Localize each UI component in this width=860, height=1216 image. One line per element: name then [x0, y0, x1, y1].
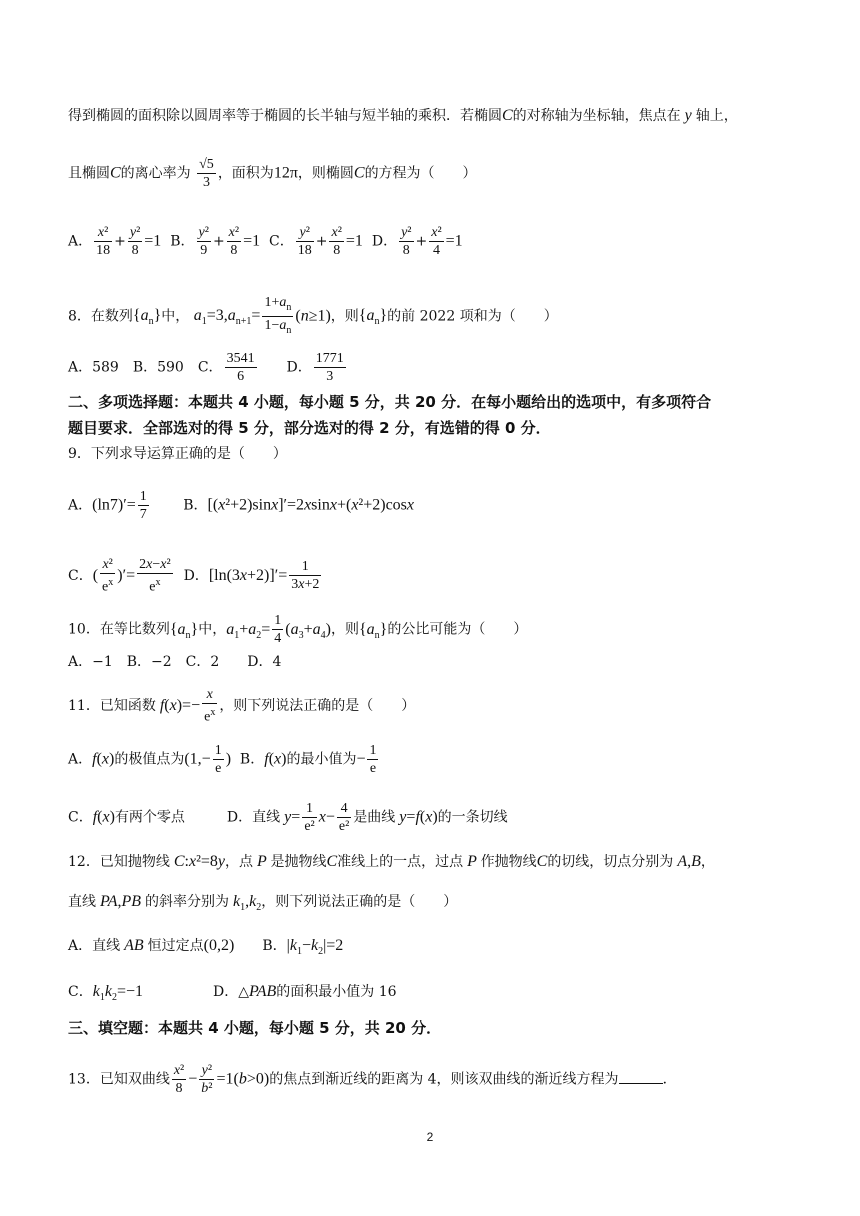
section-fill-in-heading: 三、填空题：本题共 4 小题，每小题 5 分，共 20 分．	[68, 1019, 442, 1037]
question-9: 9．下列求导运算正确的是（ ）	[68, 446, 287, 462]
q9-option-cd: C．( $\frac{\text{x²}}{e^x}$ )′= $\frac{\text{2x−x²}}{e^x}$ D．[ln(3x+2)]′= $\frac{1}{3x+2}$	[68, 557, 320, 595]
section-multiple-choice-heading: 二、多项选择题：本题共 4 小题，每小题 5 分，共 20 分．在每小题给出的选项中，有多项符合	[68, 393, 712, 411]
answer-blank[interactable]	[619, 1069, 663, 1084]
q7-options: A． $\frac{\text{x²}}{18}$ + $\frac{\text{y²}}{8}$ =1 B． $\frac{\text{y²}}{9}$ + $\frac{\text{x²}}{8}$ =1 C． $\frac{\text{y²}}{18}$ + $\frac{\text{x²}}{8}$ =1 D． $\frac{\text{y²}}{8}$ + $\frac{\text{x²}}{4}$ =1	[68, 225, 463, 258]
question-11: 11．已知函数 f(x)=− $\frac{x}{e^x}$ ，则下列说法正确的是（ ）	[68, 687, 416, 725]
q9-option-ab: A．(ln7)′= $\frac{1}{7}$ B．[(x²+2)sinx]′=2xsinx+(x²+2)cosx	[68, 489, 415, 522]
question-8: 8．在数列$\{a_n\}$中， $a_1=3,a_{n+1}=$ $\frac{1+a_n}{1-a_n}$ (n≥1)，则$\{a_n\}$的前 2022 项和为（ ）	[68, 295, 558, 336]
q11-option-ab: A．f(x)的极值点为(1,− $\frac{1}{e}$ ) B．f(x)的最小值为− $\frac{1}{e}$	[68, 743, 377, 776]
question-12: 12．已知抛物线 C:x²=8y，点 P 是抛物线C准线上的一点，过点 P 作抛物线C的切线，切点分别为 A,B，	[68, 853, 715, 870]
section-multiple-choice-heading-2: 题目要求．全部选对的得 5 分，部分选对的得 2 分，有选错的得 0 分．	[68, 419, 551, 437]
l1-a: 得到椭圆的面积除以圆周率等于椭圆的长半轴与短半轴的乘积．若椭圆	[68, 108, 502, 124]
paragraph-ellipse-area: 得到椭圆的面积除以圆周率等于椭圆的长半轴与短半轴的乘积．若椭圆C的对称轴为坐标轴，焦点在 y 轴上，	[68, 107, 738, 124]
question-12-cont: 直线 PA,PB 的斜率分别为 $k_1,k_2$，则下列说法正确的是（ ）	[68, 893, 458, 914]
question-13: 13．已知双曲线 $\frac{\text{x²}}{8}$ − $\frac{\text{y²}}{\text{b²}}$ =1(b>0)的焦点到渐近线的距离为 4，则该双曲线的渐近线方程为 ．	[68, 1063, 677, 1096]
paragraph-ellipse-condition: 且椭圆C的离心率为 $\frac{√5}{3}$ ，面积为12π，则椭圆C的方程为（ ）	[68, 157, 477, 190]
q12-option-ab: A．直线 AB 恒过定点(0,2) B．$|k_1-k_2|=2$	[68, 937, 344, 958]
question-10: 10．在等比数列$\{a_n\}$中，$a_1+a_2=$ $\frac{1}{4}$ $(a_3+a_4)$，则$\{a_n\}$的公比可能为（ ）	[68, 613, 528, 646]
q12-option-cd: C．$k_1k_2=-1$ D．△PAB的面积最小值为 16	[68, 983, 397, 1004]
q10-options: A．−1 B．−2 C．2 D．4	[68, 654, 282, 670]
q8-options: A．589 B．590 C． $\frac{3541}{6}$ D． $\frac{1771}{3}$	[68, 351, 344, 384]
q11-option-cd: C．f(x)有两个零点 D．直线 y= $\frac{1}{\text{e²}}$ x− $\frac{4}{\text{e²}}$ 是曲线 y=f(x)的一条切线	[68, 801, 508, 834]
page-number: 2	[426, 1130, 434, 1144]
